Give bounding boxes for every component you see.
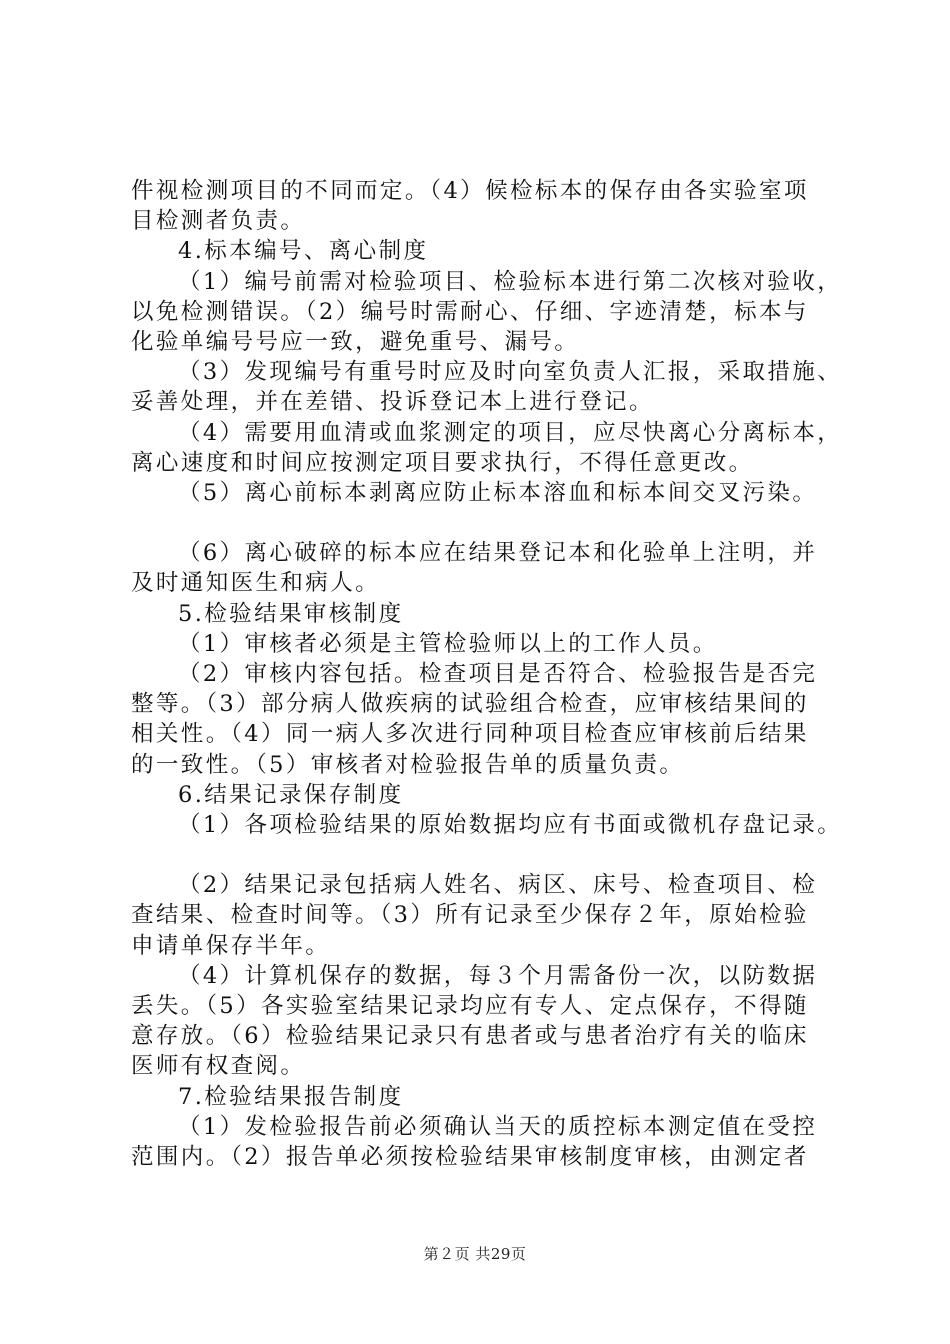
text-line: 及时通知医生和病人。 bbox=[131, 570, 381, 596]
text-line: 丢失。（5）各实验室结果记录均应有专人、定点保存，不得随 bbox=[131, 993, 809, 1019]
text-line: （3）发现编号有重号时应及时向室负责人汇报，采取措施、 bbox=[178, 359, 843, 385]
text-line: （1）编号前需对检验项目、检验标本进行第二次核对验收， bbox=[178, 269, 843, 295]
text-line: （6）离心破碎的标本应在结果登记本和化验单上注明，并 bbox=[178, 540, 818, 566]
text-line: 妥善处理，并在差错、投诉登记本上进行登记。 bbox=[131, 389, 654, 415]
text-line: （2）审核内容包括。检查项目是否符合、检验报告是否完 bbox=[178, 661, 818, 687]
text-line: （1）各项检验结果的原始数据均应有书面或微机存盘记录。 bbox=[178, 812, 843, 838]
text-line: 整等。（3）部分病人做疾病的试验组合检查，应审核结果间的 bbox=[131, 691, 809, 717]
text-line: 目检测者负责。 bbox=[131, 208, 306, 234]
text-line: （4）计算机保存的数据，每３个月需备份一次，以防数据 bbox=[178, 963, 818, 989]
section-heading: 7.检验结果报告制度 bbox=[178, 1084, 404, 1110]
section-heading: 4.标本编号、离心制度 bbox=[178, 238, 429, 264]
text-line: 查结果、检查时间等。（3）所有记录至少保存２年，原始检验 bbox=[131, 902, 809, 928]
text-line: 申请单保存半年。 bbox=[131, 933, 331, 959]
text-line: （2）结果记录包括病人姓名、病区、床号、检查项目、检 bbox=[178, 872, 818, 898]
section-heading: 6.结果记录保存制度 bbox=[178, 782, 404, 808]
text-line: 的一致性。（5）审核者对检验报告单的质量负责。 bbox=[131, 752, 685, 778]
text-line: 以免检测错误。（2）编号时需耐心、仔细、字迹清楚，标本与 bbox=[131, 299, 809, 325]
text-line: （4）需要用血清或血浆测定的项目，应尽快离心分离标本， bbox=[178, 420, 843, 446]
section-heading: 5.检验结果审核制度 bbox=[178, 601, 404, 627]
text-line: 件视检测项目的不同而定。（4）候检标本的保存由各实验室项 bbox=[131, 178, 809, 204]
text-line: 范围内。（2）报告单必须按检验结果审核制度审核，由测定者 bbox=[131, 1144, 809, 1170]
text-line: 意存放。（6）检验结果记录只有患者或与患者治疗有关的临床 bbox=[131, 1023, 809, 1049]
page-number-footer: 第２页 共29页 bbox=[423, 1245, 527, 1263]
text-line: 相关性。（4）同一病人多次进行同种项目检查应审核前后结果 bbox=[131, 721, 809, 747]
text-line: 医师有权查阅。 bbox=[131, 1053, 306, 1079]
text-line: 离心速度和时间应按测定项目要求执行，不得任意更改。 bbox=[131, 450, 754, 476]
text-line: （1）审核者必须是主管检验师以上的工作人员。 bbox=[178, 631, 718, 657]
text-line: （5）离心前标本剥离应防止标本溶血和标本间交叉污染。 bbox=[178, 480, 818, 506]
text-line: （1）发检验报告前必须确认当天的质控标本测定值在受控 bbox=[178, 1114, 818, 1140]
text-line: 化验单编号号应一致，避免重号、漏号。 bbox=[131, 329, 580, 355]
